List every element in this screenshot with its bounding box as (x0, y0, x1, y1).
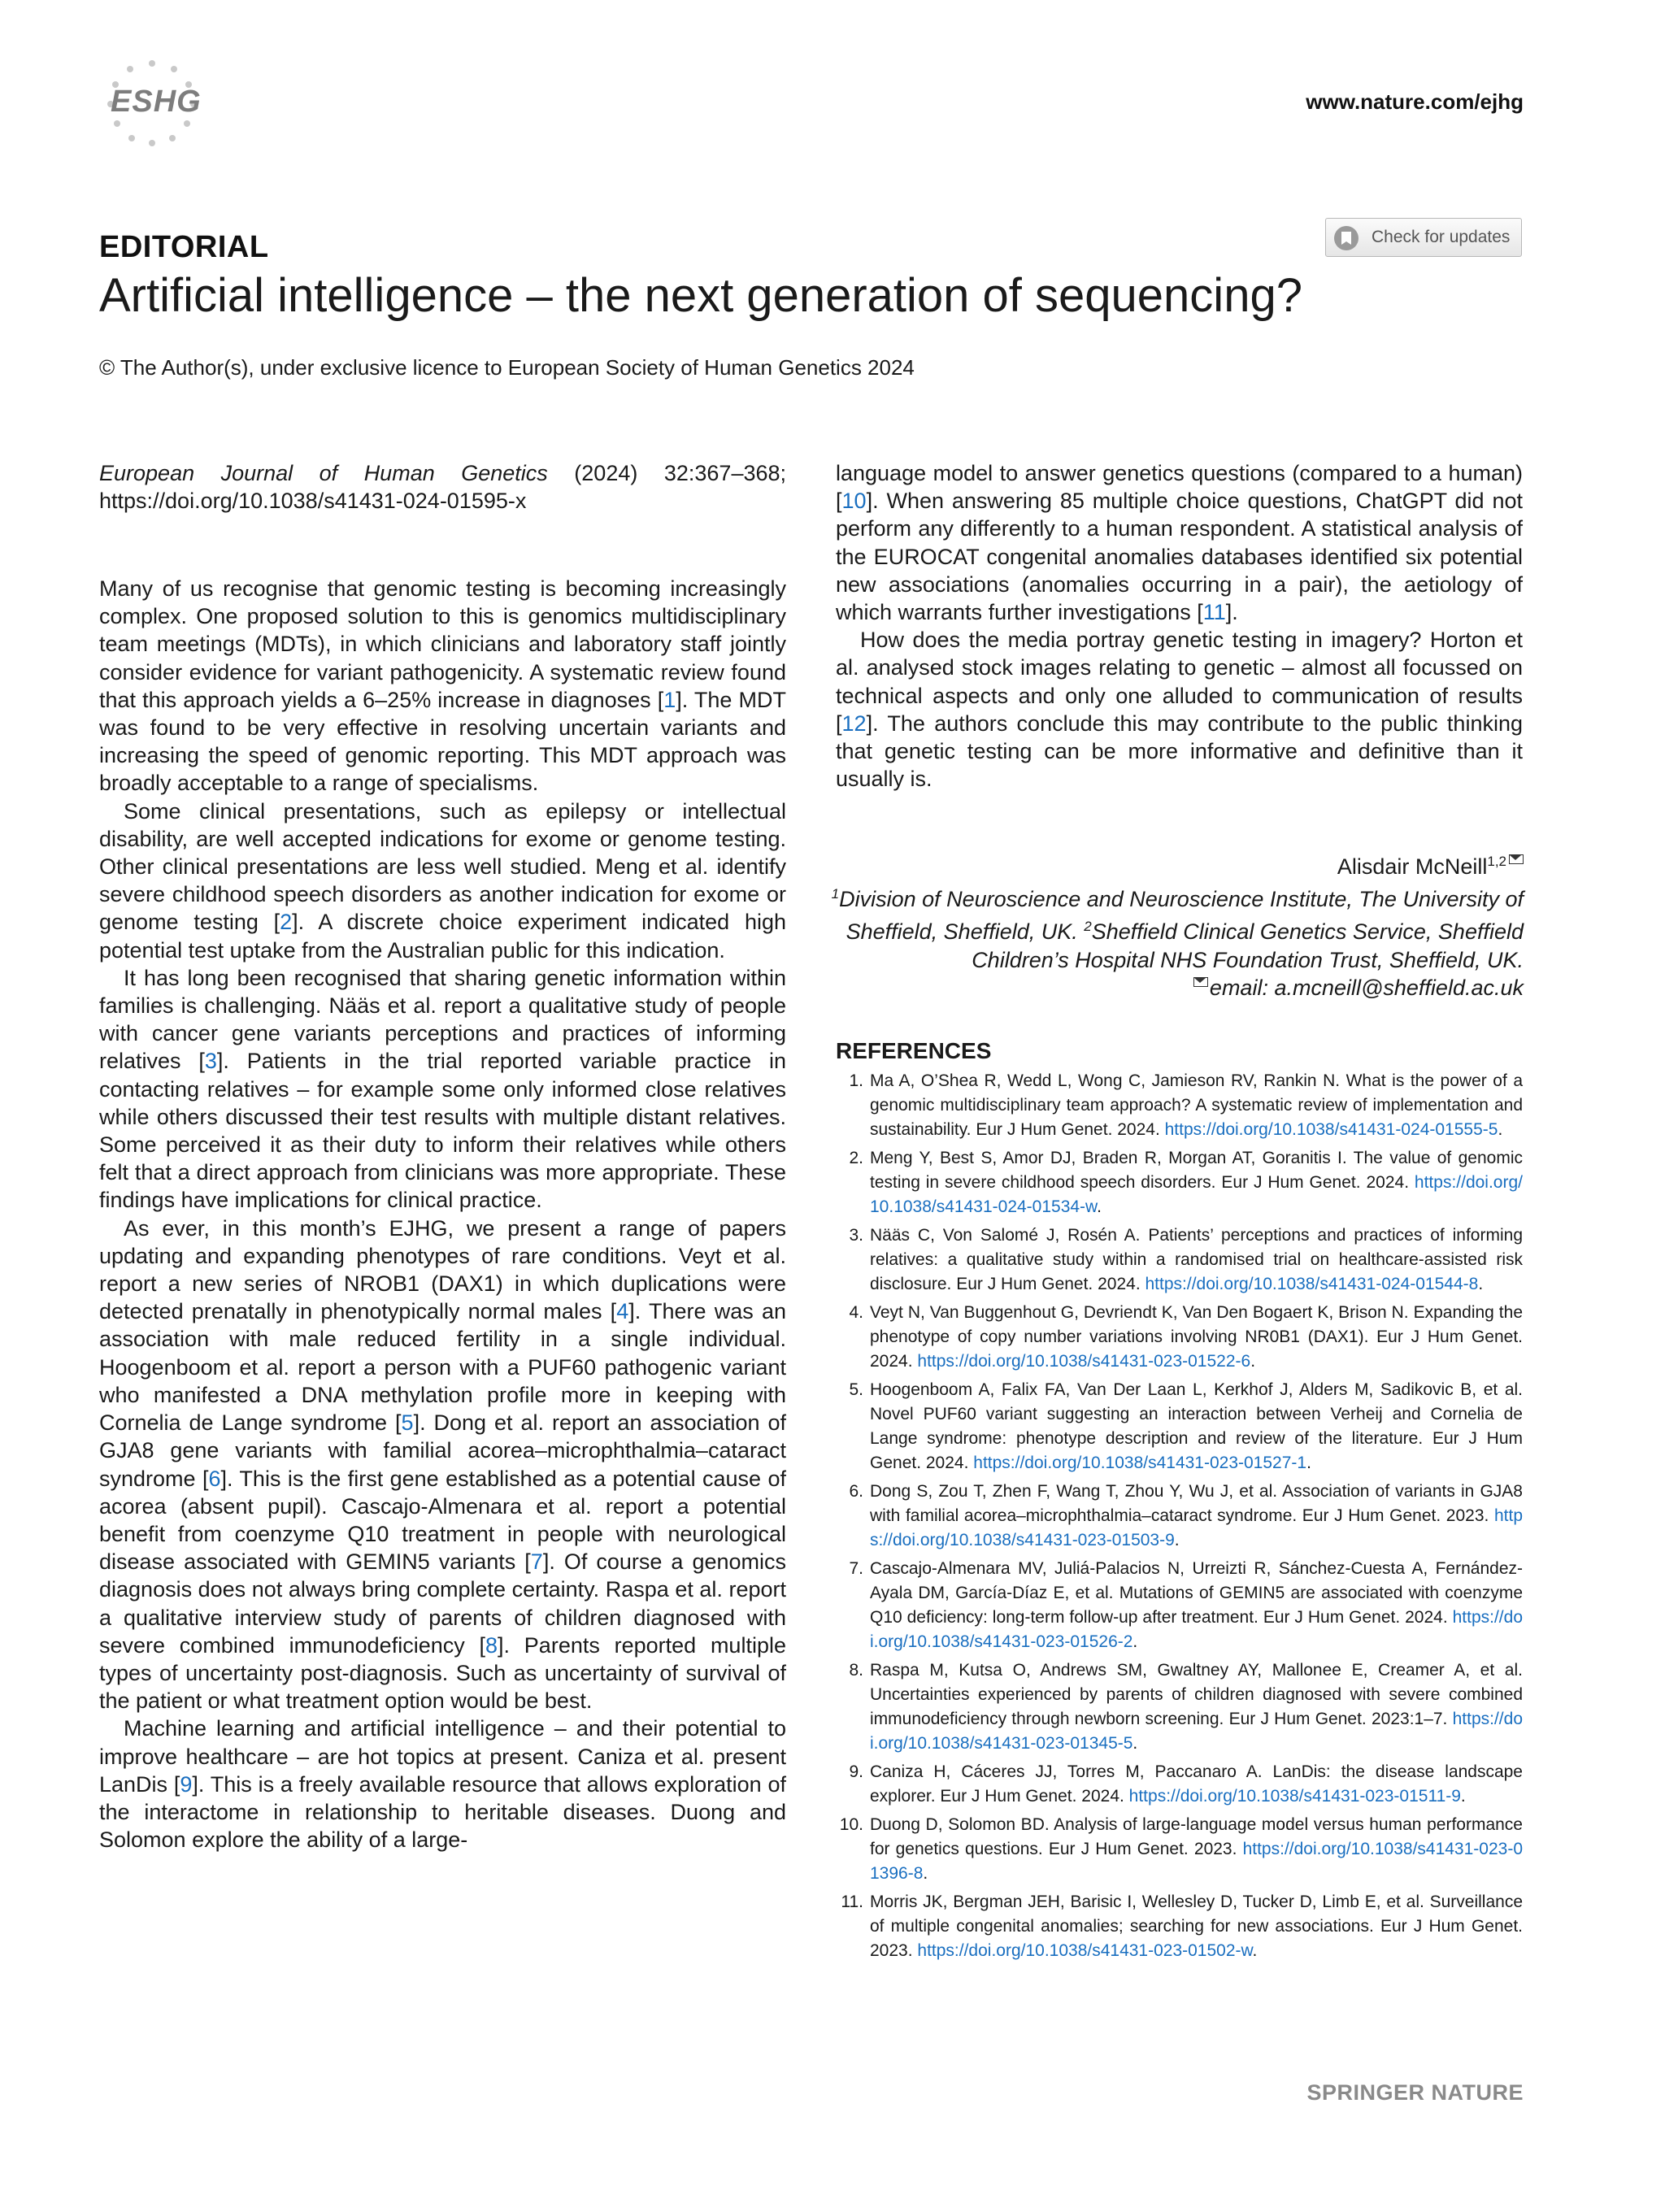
reference-item: 2. Meng Y, Best S, Amor DJ, Braden R, Morgan AT, Goranitis I. The value of genomic testing in severe childhood speech disorders. Eur J Hum Genet. 2024. https://doi.org/10.1038/s41431-024-01534-w. (836, 1146, 1523, 1219)
eshg-logo (99, 57, 205, 146)
reference-doi-link[interactable]: https://doi.org/10.1038/s41431-023-01527-1 (973, 1454, 1307, 1472)
citation-link[interactable]: 2 (280, 910, 293, 935)
body-left-column (99, 575, 786, 1853)
reference-item: 4. Veyt N, Van Buggenhout G, Devriendt K, Van Den Bogaert K, Brison N. Expanding the phenotype of copy number variations involving NR0B1 (DAX1). Eur J Hum Genet. 2024. https://doi.org/10.1038/s41431-023-01522-6. (836, 1301, 1523, 1374)
affiliation-1: Division of Neuroscience and Neuroscience Institute, The University of Sheffield, Sheffield, UK. (839, 887, 1524, 945)
paragraph: Some clinical presentations, such as epilepsy or intellectual disability, are well accepted indications for exome or genome testing. Other clinical presentations are less well studied. Meng et al. identify severe childhood speech disorders as another indication for exome or genome testing [2]. A discrete choice experiment indicated high potential test uptake from the Australian public for this indication. (99, 798, 786, 963)
reference-number: 6. (849, 1482, 863, 1501)
citation-link[interactable]: 8 (485, 1632, 498, 1658)
citation-link[interactable]: 6 (208, 1466, 221, 1491)
reference-number: 11. (841, 1893, 863, 1911)
paragraph: It has long been recognised that sharing genetic information within families is challenging. Nääs et al. report a qualitative study of people with cancer gene variants perceptions and practices of informing relatives [3]. Patients in the trial reported variable practice in contacting relatives – for example some only informed close relatives while others discussed their test results with multiple distant relatives. Some perceived it as their duty to inform their relatives while others felt that a direct approach from clinicians was more appropriate. These findings have implications for clinical practice. (99, 965, 786, 1213)
reference-text: Nääs C, Von Salomé J, Rosén A. Patients’ perceptions and practices of informing relatives: a qualitative study within a randomised trial on healthcare-assisted risk disclosure. Eur J Hum Genet. 2024. (870, 1226, 1523, 1293)
paragraph: language model to answer genetics questions (compared to a human) [10]. When answering 85 multiple choice questions, ChatGPT did not perform any differently to a human respondent. A statistical analysis of the EUROCAT congenital anomalies databases identified six potential new associations (anomalies occurring in a pair), the aetiology of which warrants further investigations [11]. (836, 461, 1523, 625)
reference-doi-link[interactable]: https://doi.org/10.1038/s41431-024-01544-8 (1145, 1275, 1479, 1293)
body-right-column (836, 459, 1523, 793)
paragraph: How does the media portray genetic testing in imagery? Horton et al. analysed stock images relating to genetic – almost all focussed on technical aspects and only one alluded to communication of results [12]. The authors conclude this may contribute to the public thinking that genetic testing can be more informative and definitive than it usually is. (836, 628, 1523, 792)
reference-text: Duong D, Solomon BD. Analysis of large-language model versus human performance for genetics questions. Eur J Hum Genet. 2023. (870, 1815, 1523, 1858)
citation-line (99, 459, 786, 515)
author-line (792, 848, 1524, 880)
reference-text: Ma A, O’Shea R, Wedd L, Wong C, Jamieson RV, Rankin N. What is the power of a genomic multidisciplinary team approach? A systematic review of implementation and sustainability. Eur J Hum Genet. 2024. (870, 1071, 1523, 1139)
citation-details: (2024) 32:367–368; https://doi.org/10.1038/s41431-024-01595-x (99, 461, 787, 514)
author-name: Alisdair McNeill (1337, 854, 1488, 879)
reference-number: 2. (849, 1149, 863, 1167)
reference-item: 11. Morris JK, Bergman JEH, Barisic I, Wellesley D, Tucker D, Limb E, et al. Surveillance of multiple congenital anomalies; searching for new associations. Eur J Hum Genet. 2023. https://doi.org/10.1038/s41431-023-01502-w. (836, 1890, 1523, 1963)
reference-doi-link[interactable]: https://doi.org/10.1038/s41431-023-01503-9 (870, 1506, 1523, 1549)
reference-item: 8. Raspa M, Kutsa O, Andrews SM, Gwaltney AY, Mallonee E, Creamer A, et al. Uncertainties experienced by parents of children diagnosed with severe combined immunodeficiency through newborn screening. Eur J Hum Genet. 2023:1–7. https://doi.org/10.1038/s41431-023-01345-5. (836, 1658, 1523, 1756)
email-envelope-icon (1509, 854, 1524, 864)
reference-number: 1. (849, 1071, 863, 1090)
email-line (792, 974, 1524, 1002)
citation-link[interactable]: 12 (841, 711, 867, 736)
reference-item: 5. Hoogenboom A, Falix FA, Van Der Laan L, Kerkhof J, Alders M, Sadikovic B, et al. Novel PUF60 variant suggesting an interaction between Verheij and Cornelia de Lange syndrome: phenotype description and review of the literature. Eur J Hum Genet. 2024. https://doi.org/10.1038/s41431-023-01527-1. (836, 1378, 1523, 1475)
check-for-updates-button[interactable] (1325, 218, 1522, 257)
reference-number: 3. (849, 1226, 863, 1245)
springer-nature-logo: SPRINGER NATURE (1306, 2080, 1524, 2105)
reference-doi-link[interactable]: https://doi.org/10.1038/s41431-024-01534-w (870, 1173, 1523, 1216)
citation-link[interactable]: 4 (616, 1299, 629, 1324)
author-email-link[interactable]: email: a.mcneill@sheffield.ac.uk (1209, 975, 1524, 1000)
journal-name: European Journal of Human Genetics (99, 461, 548, 485)
journal-site-link[interactable]: www.nature.com/ejhg (1306, 89, 1524, 114)
reference-doi-link[interactable]: https://doi.org/10.1038/s41431-023-01345-5 (870, 1710, 1523, 1753)
affiliation-2: Sheffield Clinical Genetics Service, Sheffield Children’s Hospital NHS Foundation Trust, Sheffield, UK. (972, 919, 1524, 972)
bookmark-icon (1334, 226, 1359, 250)
aff2-sup: 2 (1084, 919, 1092, 935)
reference-text: Dong S, Zou T, Zhen F, Wang T, Zhou Y, Wu J, et al. Association of variants in GJA8 with familial acorea–microphthalmia–cataract syndrome. Eur J Hum Genet. 2023. (870, 1482, 1523, 1525)
author-signature (792, 848, 1524, 1002)
copyright-line: © The Author(s), under exclusive licence to European Society of Human Genetics 2024 (99, 355, 915, 380)
paragraph: As ever, in this month’s EJHG, we present a range of papers updating and expanding phenotypes of rare conditions. Veyt et al. report a new series of NROB1 (DAX1) in which duplications were detected prenatally in phenotypically normal males [4]. There was an association with male reduced fertility in a single individual. Hoogenboom et al. report a person with a PUF60 pathogenic variant who manifested a DNA methylation profile more in keeping with Cornelia de Lange syndrome [5]. Dong et al. report an association of GJA8 gene variants with familial acorea–microphthalmia–cataract syndrome [6]. This is the first gene established as a potential cause of acorea (absent pupil). Cascajo-Almenara et al. report a potential benefit from coenzyme Q10 treatment in people with neurological disease associated with GEMIN5 variants [7]. Of course a genomics diagnosis does not always bring complete certainty. Raspa et al. report a qualitative interview study of parents of children diagnosed with severe combined immunodeficiency [8]. Parents reported multiple types of uncertainty post-diagnosis. Such as uncertainty of survival of the patient or what treatment option would be best. (99, 1215, 786, 1714)
check-for-updates-label: Check for updates (1372, 228, 1511, 246)
citation-link[interactable]: 3 (204, 1049, 217, 1074)
reference-text: Veyt N, Van Buggenhout G, Devriendt K, Van Den Bogaert K, Brison N. Expanding the phenotype of copy number variations involving NR0B1 (DAX1). Eur J Hum Genet. 2024. (870, 1303, 1523, 1371)
reference-text: Morris JK, Bergman JEH, Barisic I, Wellesley D, Tucker D, Limb E, et al. Surveillance of multiple congenital anomalies; searching for new associations. Eur J Hum Genet. 2023. (870, 1893, 1523, 1960)
reference-item: 6. Dong S, Zou T, Zhen F, Wang T, Zhou Y, Wu J, et al. Association of variants in GJA8 with familial acorea–microphthalmia–cataract syndrome. Eur J Hum Genet. 2023. https://doi.org/10.1038/s41431-023-01503-9. (836, 1480, 1523, 1553)
citation-link[interactable]: 9 (180, 1771, 193, 1797)
paragraph: Many of us recognise that genomic testing is becoming increasingly complex. One proposed solution to this is genomics multidisciplinary team meetings (MDTs), in which clinicians and laboratory staff jointly consider evidence for variant pathogenicity. A systematic review found that this approach yields a 6–25% increase in diagnoses [1]. The MDT was found to be very effective in resolving uncertain variants and increasing the speed of genomic reporting. This MDT approach was broadly acceptable to a range of specialisms. (99, 576, 787, 796)
citation-link[interactable]: 1 (663, 687, 676, 712)
email-envelope-icon (1193, 977, 1208, 987)
reference-item: 7. Cascajo-Almenara MV, Juliá-Palacios N, Urreizti R, Sánchez-Cuesta A, Fernández-Ayala DM, García-Díaz E, et al. Mutations of GEMIN5 are associated with coenzyme Q10 deficiency: long-term follow-up after treatment. Eur J Hum Genet. 2024. https://doi.org/10.1038/s41431-023-01526-2. (836, 1557, 1523, 1654)
reference-number: 4. (849, 1303, 863, 1322)
citation-link[interactable]: 11 (1202, 600, 1226, 625)
reference-text: Raspa M, Kutsa O, Andrews SM, Gwaltney AY, Mallonee E, Creamer A, et al. Uncertainties experienced by parents of children diagnosed with severe combined immunodeficiency through newborn screening. Eur J Hum Genet. 2023:1–7. (870, 1661, 1523, 1728)
aff1-sup: 1 (831, 886, 840, 902)
citation-link[interactable]: 5 (401, 1410, 414, 1436)
reference-list (836, 1069, 1523, 1967)
paragraph: Machine learning and artificial intelligence – and their potential to improve healthcare – are hot topics at present. Caniza et al. present LanDis [9]. This is a freely available resource that allows exploration of the interactome in relationship to heritable diseases. Duong and Solomon explore the ability of a large- (99, 1716, 786, 1853)
affiliations (792, 880, 1524, 974)
reference-number: 8. (849, 1661, 863, 1680)
reference-number: 7. (849, 1559, 863, 1578)
reference-number: 10. (839, 1815, 863, 1834)
reference-doi-link[interactable]: https://doi.org/10.1038/s41431-024-01555-5 (1164, 1120, 1498, 1139)
author-sup: 1,2 (1487, 854, 1506, 869)
reference-doi-link[interactable]: https://doi.org/10.1038/s41431-023-01522-6 (917, 1352, 1251, 1371)
reference-item: 3. Nääs C, Von Salomé J, Rosén A. Patients’ perceptions and practices of informing relatives: a qualitative study within a randomised trial on healthcare-assisted risk disclosure. Eur J Hum Genet. 2024. https://doi.org/10.1038/s41431-024-01544-8. (836, 1223, 1523, 1297)
reference-item: 10. Duong D, Solomon BD. Analysis of large-language model versus human performance for genetics questions. Eur J Hum Genet. 2023. https://doi.org/10.1038/s41431-023-01396-8. (836, 1813, 1523, 1886)
reference-text: Meng Y, Best S, Amor DJ, Braden R, Morgan AT, Goranitis I. The value of genomic testing in severe childhood speech disorders. Eur J Hum Genet. 2024. (870, 1149, 1523, 1192)
reference-item: 1. Ma A, O’Shea R, Wedd L, Wong C, Jamieson RV, Rankin N. What is the power of a genomic multidisciplinary team approach? A systematic review of implementation and sustainability. Eur J Hum Genet. 2024. https://doi.org/10.1038/s41431-024-01555-5. (836, 1069, 1523, 1142)
references-heading: REFERENCES (836, 1038, 992, 1063)
article-type: EDITORIAL (99, 230, 269, 264)
reference-number: 5. (849, 1380, 863, 1399)
reference-doi-link[interactable]: https://doi.org/10.1038/s41431-023-01396-8 (870, 1840, 1523, 1883)
article-title: Artificial intelligence – the next generation of sequencing? (99, 269, 1302, 322)
reference-text: Hoogenboom A, Falix FA, Van Der Laan L, Kerkhof J, Alders M, Sadikovic B, et al. Novel PUF60 variant suggesting an interaction between Verheij and Cornelia de Lange syndrome: phenotype description and review of the literature. Eur J Hum Genet. 2024. (870, 1380, 1523, 1472)
reference-number: 9. (849, 1762, 863, 1781)
reference-text: Caniza H, Cáceres JJ, Torres M, Paccanaro A. LanDis: the disease landscape explorer. Eur J Hum Genet. 2024. (870, 1762, 1523, 1806)
reference-doi-link[interactable]: https://doi.org/10.1038/s41431-023-01511-9 (1128, 1787, 1461, 1806)
reference-doi-link[interactable]: https://doi.org/10.1038/s41431-023-01526-2 (870, 1608, 1523, 1651)
eshg-logo-text: ESHG (111, 85, 202, 119)
reference-doi-link[interactable]: https://doi.org/10.1038/s41431-023-01502-w (917, 1941, 1253, 1960)
citation-link[interactable]: 7 (530, 1549, 543, 1575)
reference-text: Cascajo-Almenara MV, Juliá-Palacios N, Urreizti R, Sánchez-Cuesta A, Fernández-Ayala DM, García-Díaz E, et al. Mutations of GEMIN5 are associated with coenzyme Q10 deficiency: long-term follow-up after treatment. Eur J Hum Genet. 2024. (870, 1559, 1523, 1627)
citation-link[interactable]: 10 (841, 489, 867, 514)
reference-item: 9. Caniza H, Cáceres JJ, Torres M, Paccanaro A. LanDis: the disease landscape explorer. Eur J Hum Genet. 2024. https://doi.org/10.1038/s41431-023-01511-9. (836, 1760, 1523, 1809)
